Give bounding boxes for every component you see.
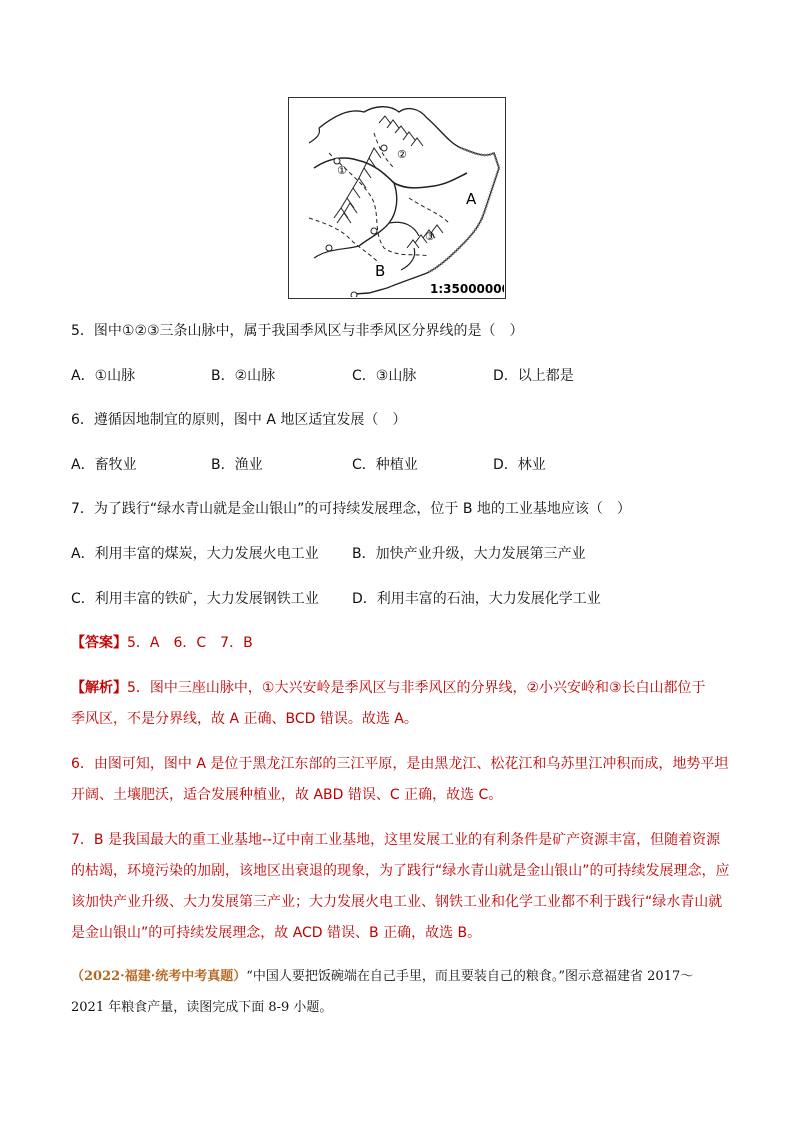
- q5-stem: 5．图中①②③三条山脉中，属于我国季风区与非季风区分界线的是（ ）: [71, 323, 524, 339]
- region-a-label: A: [466, 190, 477, 208]
- marker-2: ②: [397, 148, 407, 161]
- mountain-1: [334, 148, 381, 223]
- next-source: （2022·福建·统考中考真题）: [71, 969, 247, 984]
- analysis-p6-line2: 开阔、土壤肥沃，适合发展种植业，故 ABD 错误、C 正确，故选 C。: [71, 787, 503, 803]
- analysis-p7-line1: 7．B 是我国最大的重工业基地--辽中南工业基地，这里发展工业的有利条件是矿产资源丰富，但随着资源: [71, 832, 721, 848]
- q7-option-c: C．利用丰富的铁矿，大力发展钢铁工业: [71, 591, 319, 607]
- northeast-china-map: [289, 98, 504, 297]
- next-text1: “中国人要把饭碗端在自己手里，而且要装自己的粮食。”图示意福建省 2017～: [246, 969, 694, 984]
- region-b-label: B: [375, 262, 386, 280]
- q7-option-a: A．利用丰富的煤炭，大力发展火电工业: [71, 546, 319, 562]
- q5-option-d: D．以上都是: [493, 368, 574, 384]
- analysis-p5-text1: 5．图中三座山脉中，①大兴安岭是季风区与非季风区的分界线，②小兴安岭和③长白山都位于: [127, 680, 706, 696]
- q7-option-b: B．加快产业升级，大力发展第三产业: [352, 546, 586, 562]
- q6-option-a: A．畜牧业: [71, 457, 137, 473]
- analysis-p7-line2: 的枯竭，环境污染的加剧，该地区出衰退的现象，为了践行“绿水青山就是金山银山”的可持续发展理念，应: [71, 863, 730, 879]
- q6-option-b: B．渔业: [211, 457, 263, 473]
- analysis-tag: 【解析】: [71, 680, 127, 696]
- next-intro-line2: 2021 年粮食产量，读图完成下面 8-9 小题。: [71, 1000, 333, 1015]
- analysis-p7-line3: 该加快产业升级、大力发展第三产业；大力发展火电工业、钢铁工业和化学工业都不利于践行“绿水青山就: [71, 894, 723, 910]
- q7-stem: 7．为了践行“绿水青山就是金山银山”的可持续发展理念，位于 B 地的工业基地应该（ ）: [71, 501, 631, 517]
- q6-option-c: C．种植业: [352, 457, 418, 473]
- mountain-2: [379, 116, 423, 146]
- analysis-p5-line2: 季风区，不是分界线，故 A 正确、BCD 错误。故选 A。: [71, 711, 418, 727]
- marker-1: ①: [337, 164, 347, 177]
- analysis-p6-line1: 6．由图可知，图中 A 是位于黑龙江东部的三江平原，是由黑龙江、松花江和乌苏里江冲积而成，地势平坦: [71, 756, 729, 772]
- q5-option-a: A．①山脉: [71, 368, 136, 384]
- analysis-p5-line1: [71, 678, 706, 698]
- answer-text: 5．A 6．C 7．B: [127, 635, 253, 651]
- q6-option-d: D．林业: [493, 457, 546, 473]
- next-intro-line1: [71, 967, 693, 987]
- analysis-p7-line4: 是金山银山”的可持续发展理念，故 ACD 错误、B 正确，故选 B。: [71, 925, 482, 941]
- q7-option-d: D．利用丰富的石油，大力发展化学工业: [352, 591, 601, 607]
- marker-3: ③: [425, 230, 435, 243]
- map-scale: 1:35000000: [430, 282, 504, 296]
- answer-tag: 【答案】: [71, 635, 127, 651]
- q6-stem: 6．遵循因地制宜的原则，图中 A 地区适宜发展（ ）: [71, 412, 407, 428]
- map-figure: [288, 97, 506, 299]
- q5-option-c: C．③山脉: [352, 368, 417, 384]
- answer-line: [71, 633, 253, 653]
- q5-option-b: B．②山脉: [211, 368, 276, 384]
